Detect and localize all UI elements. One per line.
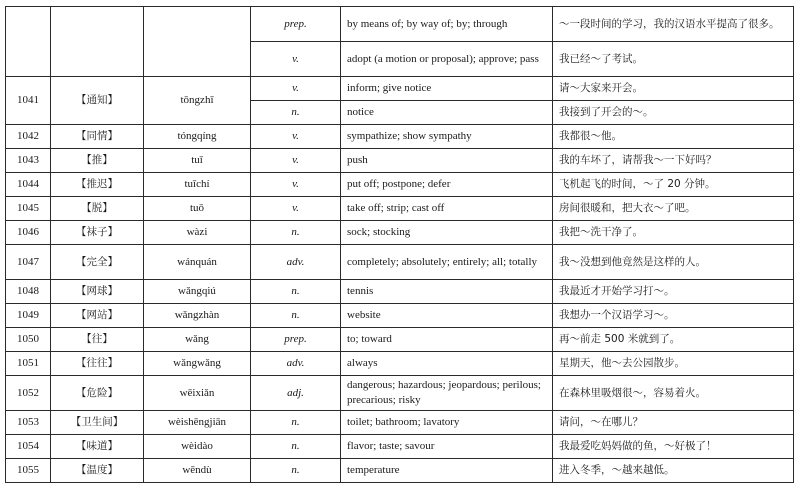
- example-sentence: 飞机起飞的时间，～了 20 分钟。: [553, 173, 794, 197]
- definition: to; toward: [341, 328, 553, 352]
- entry-word: 【网球】: [51, 280, 144, 304]
- entry-number: 1052: [6, 376, 51, 411]
- entry-number: 1054: [6, 435, 51, 459]
- table-row: [6, 328, 794, 352]
- entry-number: [6, 7, 51, 77]
- entry-pinyin: tuō: [144, 197, 251, 221]
- entry-number: 1048: [6, 280, 51, 304]
- entry-number: 1044: [6, 173, 51, 197]
- table-row: [6, 435, 794, 459]
- table-row: [6, 149, 794, 173]
- definition: take off; strip; cast off: [341, 197, 553, 221]
- vocabulary-table: [5, 6, 794, 483]
- part-of-speech: adv.: [251, 352, 341, 376]
- definition: dangerous; hazardous; jeopardous; perilous; precarious; risky: [341, 376, 553, 411]
- part-of-speech: prep.: [251, 328, 341, 352]
- entry-pinyin: wǎngqiú: [144, 280, 251, 304]
- entry-pinyin: wēixiǎn: [144, 376, 251, 411]
- part-of-speech: v.: [251, 77, 341, 101]
- entry-word: 【往往】: [51, 352, 144, 376]
- part-of-speech: v.: [251, 149, 341, 173]
- part-of-speech: n.: [251, 280, 341, 304]
- entry-pinyin: wēndù: [144, 459, 251, 483]
- example-sentence: 我的车坏了，请帮我～一下好吗？: [553, 149, 794, 173]
- definition: toilet; bathroom; lavatory: [341, 411, 553, 435]
- entry-pinyin: wǎngwǎng: [144, 352, 251, 376]
- definition: by means of; by way of; by; through: [341, 7, 553, 42]
- table-row: [6, 459, 794, 483]
- example-sentence: 我～没想到他竟然是这样的人。: [553, 245, 794, 280]
- entry-pinyin: wèidào: [144, 435, 251, 459]
- part-of-speech: n.: [251, 101, 341, 125]
- definition: website: [341, 304, 553, 328]
- table-row: [6, 7, 794, 42]
- part-of-speech: v.: [251, 197, 341, 221]
- entry-pinyin: [144, 7, 251, 77]
- entry-pinyin: wǎng: [144, 328, 251, 352]
- entry-pinyin: wèishēngjiān: [144, 411, 251, 435]
- example-sentence: 请问，～在哪儿？: [553, 411, 794, 435]
- example-sentence: 再～前走 500 米就到了。: [553, 328, 794, 352]
- example-sentence: 在森林里吸烟很～，容易着火。: [553, 376, 794, 411]
- entry-pinyin: wánquán: [144, 245, 251, 280]
- entry-word: 【味道】: [51, 435, 144, 459]
- entry-pinyin: tuī: [144, 149, 251, 173]
- example-sentence: 我把～洗干净了。: [553, 221, 794, 245]
- entry-number: 1051: [6, 352, 51, 376]
- entry-pinyin: tuīchí: [144, 173, 251, 197]
- part-of-speech: adv.: [251, 245, 341, 280]
- example-sentence: 我最近才开始学习打～。: [553, 280, 794, 304]
- entry-word: 【通知】: [51, 77, 144, 125]
- entry-number: 1049: [6, 304, 51, 328]
- part-of-speech: prep.: [251, 7, 341, 42]
- example-sentence: 我最爱吃妈妈做的鱼，～好极了！: [553, 435, 794, 459]
- example-sentence: 我都很～他。: [553, 125, 794, 149]
- part-of-speech: adj.: [251, 376, 341, 411]
- definition: sympathize; show sympathy: [341, 125, 553, 149]
- definition: temperature: [341, 459, 553, 483]
- table-row: [6, 411, 794, 435]
- table-row: [6, 77, 794, 101]
- entry-word: [51, 7, 144, 77]
- entry-pinyin: tōngzhī: [144, 77, 251, 125]
- entry-word: 【推迟】: [51, 173, 144, 197]
- part-of-speech: v.: [251, 42, 341, 77]
- table-row: [6, 125, 794, 149]
- part-of-speech: n.: [251, 459, 341, 483]
- example-sentence: 进入冬季，～越来越低。: [553, 459, 794, 483]
- definition: completely; absolutely; entirely; all; totally: [341, 245, 553, 280]
- entry-number: 1053: [6, 411, 51, 435]
- entry-word: 【往】: [51, 328, 144, 352]
- entry-word: 【袜子】: [51, 221, 144, 245]
- entry-word: 【温度】: [51, 459, 144, 483]
- definition: tennis: [341, 280, 553, 304]
- entry-word: 【网站】: [51, 304, 144, 328]
- entry-number: 1050: [6, 328, 51, 352]
- definition: notice: [341, 101, 553, 125]
- table-row: [6, 197, 794, 221]
- definition: inform; give notice: [341, 77, 553, 101]
- entry-pinyin: wǎngzhàn: [144, 304, 251, 328]
- part-of-speech: v.: [251, 125, 341, 149]
- example-sentence: 我想办一个汉语学习～。: [553, 304, 794, 328]
- table-row: [6, 352, 794, 376]
- example-sentence: 房间很暖和，把大衣～了吧。: [553, 197, 794, 221]
- entry-number: 1041: [6, 77, 51, 125]
- definition: push: [341, 149, 553, 173]
- table-row: [6, 280, 794, 304]
- part-of-speech: n.: [251, 435, 341, 459]
- entry-number: 1045: [6, 197, 51, 221]
- entry-word: 【危险】: [51, 376, 144, 411]
- example-sentence: 请～大家来开会。: [553, 77, 794, 101]
- example-sentence: 星期天，他～去公园散步。: [553, 352, 794, 376]
- part-of-speech: n.: [251, 304, 341, 328]
- table-row: [6, 304, 794, 328]
- entry-word: 【脱】: [51, 197, 144, 221]
- entry-word: 【完全】: [51, 245, 144, 280]
- entry-number: 1043: [6, 149, 51, 173]
- entry-pinyin: wàzi: [144, 221, 251, 245]
- part-of-speech: n.: [251, 411, 341, 435]
- entry-number: 1055: [6, 459, 51, 483]
- example-sentence: ～一段时间的学习，我的汉语水平提高了很多。: [553, 7, 794, 42]
- entry-word: 【同情】: [51, 125, 144, 149]
- definition: sock; stocking: [341, 221, 553, 245]
- entry-number: 1042: [6, 125, 51, 149]
- entry-number: 1046: [6, 221, 51, 245]
- definition: always: [341, 352, 553, 376]
- part-of-speech: v.: [251, 173, 341, 197]
- definition: put off; postpone; defer: [341, 173, 553, 197]
- entry-pinyin: tóngqíng: [144, 125, 251, 149]
- definition: flavor; taste; savour: [341, 435, 553, 459]
- example-sentence: 我已经～了考试。: [553, 42, 794, 77]
- table-row: [6, 173, 794, 197]
- entry-word: 【推】: [51, 149, 144, 173]
- example-sentence: 我接到了开会的～。: [553, 101, 794, 125]
- part-of-speech: n.: [251, 221, 341, 245]
- table-row: [6, 221, 794, 245]
- entry-number: 1047: [6, 245, 51, 280]
- table-row: [6, 376, 794, 411]
- entry-word: 【卫生间】: [51, 411, 144, 435]
- table-row: [6, 245, 794, 280]
- definition: adopt (a motion or proposal); approve; pass: [341, 42, 553, 77]
